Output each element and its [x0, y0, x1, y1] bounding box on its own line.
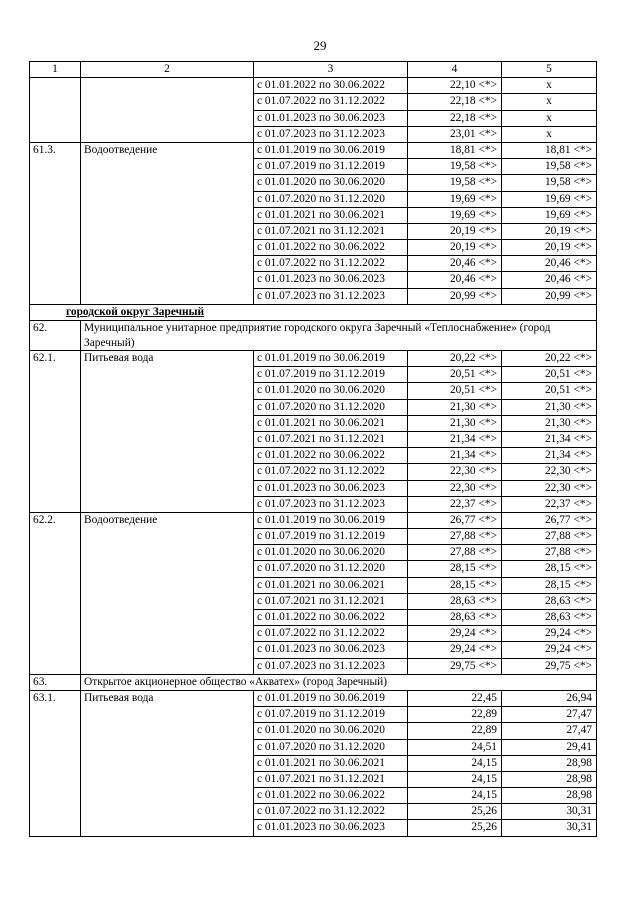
table-row	[30, 367, 597, 383]
item-number: 62.1.	[30, 351, 81, 367]
table-row	[30, 159, 597, 175]
item-number	[30, 415, 81, 431]
tariff-value-col5: 22,37 <*>	[502, 496, 597, 512]
table-row	[30, 755, 597, 771]
table-row	[30, 240, 597, 256]
tariff-value-col5: 29,24 <*>	[502, 642, 597, 658]
item-number	[30, 78, 81, 94]
period-cell: с 01.01.2022 по 30.06.2022	[254, 788, 408, 804]
period-cell: с 01.01.2019 по 30.06.2019	[254, 142, 408, 158]
tariff-value-col4: 19,58 <*>	[408, 159, 502, 175]
service-name	[81, 383, 254, 399]
period-cell: с 01.07.2019 по 31.12.2019	[254, 529, 408, 545]
table-row	[30, 723, 597, 739]
tariff-value-col4: 20,19 <*>	[408, 223, 502, 239]
tariff-value-col4: 29,24 <*>	[408, 626, 502, 642]
service-name	[81, 707, 254, 723]
table-header-row	[30, 62, 597, 78]
tariff-value-col5: 27,47	[502, 707, 597, 723]
period-cell: с 01.01.2022 по 30.06.2022	[254, 240, 408, 256]
service-name	[81, 78, 254, 94]
tariff-value-col5: 22,30 <*>	[502, 464, 597, 480]
table-row	[30, 739, 597, 755]
period-cell: с 01.01.2022 по 30.06.2022	[254, 78, 408, 94]
period-cell: с 01.07.2021 по 31.12.2021	[254, 593, 408, 609]
period-cell: с 01.07.2021 по 31.12.2021	[254, 223, 408, 239]
tariff-value-col5: 20,51 <*>	[502, 367, 597, 383]
tariff-value-col4: 19,58 <*>	[408, 175, 502, 191]
tariff-value-col5: x	[502, 78, 597, 94]
tariff-value-col4: 20,99 <*>	[408, 288, 502, 304]
table-row	[30, 577, 597, 593]
organization-row	[30, 321, 597, 351]
item-number	[30, 367, 81, 383]
tariff-value-col4: 28,63 <*>	[408, 610, 502, 626]
service-name	[81, 110, 254, 126]
service-name: Питьевая вода	[81, 690, 254, 706]
period-cell: с 01.01.2023 по 30.06.2023	[254, 480, 408, 496]
service-name	[81, 223, 254, 239]
item-number	[30, 496, 81, 512]
tariff-value-col4: 28,15 <*>	[408, 561, 502, 577]
tariff-value-col4: 22,30 <*>	[408, 480, 502, 496]
table-row	[30, 399, 597, 415]
table-row	[30, 626, 597, 642]
tariff-value-col5: 21,30 <*>	[502, 399, 597, 415]
table-row	[30, 658, 597, 674]
tariff-value-col4: 22,18 <*>	[408, 94, 502, 110]
period-cell: с 01.01.2019 по 30.06.2019	[254, 690, 408, 706]
service-name	[81, 755, 254, 771]
tariff-value-col5: 20,46 <*>	[502, 256, 597, 272]
table-row	[30, 496, 597, 512]
service-name	[81, 529, 254, 545]
tariff-value-col4: 21,34 <*>	[408, 431, 502, 447]
tariff-value-col5: 26,94	[502, 690, 597, 706]
service-name	[81, 367, 254, 383]
table-row	[30, 593, 597, 609]
tariff-value-col4: 29,75 <*>	[408, 658, 502, 674]
tariff-value-col4: 28,15 <*>	[408, 577, 502, 593]
tariff-value-col5: 30,31	[502, 804, 597, 820]
period-cell: с 01.07.2021 по 31.12.2021	[254, 431, 408, 447]
table-row	[30, 529, 597, 545]
item-number	[30, 480, 81, 496]
item-number	[30, 642, 81, 658]
period-cell: с 01.01.2022 по 30.06.2022	[254, 610, 408, 626]
item-number	[30, 240, 81, 256]
item-number: 63.1.	[30, 690, 81, 706]
table-row	[30, 788, 597, 804]
table-row	[30, 820, 597, 836]
table-row	[30, 561, 597, 577]
item-number	[30, 658, 81, 674]
tariff-value-col5: 22,30 <*>	[502, 480, 597, 496]
service-name	[81, 240, 254, 256]
period-cell: с 01.01.2021 по 30.06.2021	[254, 755, 408, 771]
tariff-value-col5: 29,75 <*>	[502, 658, 597, 674]
section-row	[30, 304, 597, 320]
column-header: 4	[408, 62, 502, 78]
period-cell: с 01.01.2023 по 30.06.2023	[254, 110, 408, 126]
table-row	[30, 207, 597, 223]
column-header: 2	[81, 62, 254, 78]
tariff-value-col4: 19,69 <*>	[408, 191, 502, 207]
service-name	[81, 480, 254, 496]
table-row	[30, 78, 597, 94]
period-cell: с 01.07.2020 по 31.12.2020	[254, 399, 408, 415]
table-row	[30, 142, 597, 158]
period-cell: с 01.07.2019 по 31.12.2019	[254, 367, 408, 383]
item-number	[30, 207, 81, 223]
tariff-value-col4: 24,15	[408, 771, 502, 787]
service-name	[81, 739, 254, 755]
organization-name: Открытое акционерное общество «Акватех» (город Заречный)	[81, 674, 597, 690]
tariff-value-col4: 22,45	[408, 690, 502, 706]
tariff-value-col4: 26,77 <*>	[408, 512, 502, 528]
tariff-value-col4: 22,18 <*>	[408, 110, 502, 126]
tariff-value-col5: 29,24 <*>	[502, 626, 597, 642]
tariff-value-col5: 20,19 <*>	[502, 240, 597, 256]
period-cell: с 01.01.2020 по 30.06.2020	[254, 383, 408, 399]
service-name	[81, 561, 254, 577]
table-row	[30, 415, 597, 431]
tariff-value-col5: 21,34 <*>	[502, 448, 597, 464]
tariff-value-col5: 21,34 <*>	[502, 431, 597, 447]
item-number	[30, 223, 81, 239]
tariff-value-col5: 28,98	[502, 771, 597, 787]
service-name	[81, 658, 254, 674]
tariff-value-col4: 20,51 <*>	[408, 383, 502, 399]
tariff-value-col4: 25,26	[408, 820, 502, 836]
column-header: 5	[502, 62, 597, 78]
service-name	[81, 415, 254, 431]
service-name	[81, 788, 254, 804]
item-number	[30, 383, 81, 399]
tariff-value-col4: 24,15	[408, 788, 502, 804]
item-number	[30, 707, 81, 723]
tariff-value-col5: 20,99 <*>	[502, 288, 597, 304]
service-name	[81, 399, 254, 415]
tariff-value-col4: 24,51	[408, 739, 502, 755]
service-name	[81, 577, 254, 593]
service-name	[81, 496, 254, 512]
period-cell: с 01.07.2023 по 31.12.2023	[254, 288, 408, 304]
table-row	[30, 464, 597, 480]
period-cell: с 01.01.2023 по 30.06.2023	[254, 272, 408, 288]
item-number	[30, 464, 81, 480]
service-name	[81, 207, 254, 223]
tariff-value-col5: 28,98	[502, 755, 597, 771]
period-cell: с 01.01.2022 по 30.06.2022	[254, 448, 408, 464]
organization-row	[30, 674, 597, 690]
item-number	[30, 820, 81, 836]
table-row	[30, 223, 597, 239]
organization-name: Муниципальное унитарное предприятие городского округа Заречный «Теплоснабжение» (город Заречный)	[81, 321, 597, 351]
period-cell: с 01.01.2023 по 30.06.2023	[254, 820, 408, 836]
period-cell: с 01.07.2020 по 31.12.2020	[254, 191, 408, 207]
tariff-value-col4: 20,46 <*>	[408, 256, 502, 272]
tariff-value-col4: 27,88 <*>	[408, 545, 502, 561]
tariff-value-col5: 26,77 <*>	[502, 512, 597, 528]
item-number	[30, 159, 81, 175]
tariff-value-col5: x	[502, 110, 597, 126]
period-cell: с 01.07.2021 по 31.12.2021	[254, 771, 408, 787]
item-number	[30, 545, 81, 561]
service-name: Водоотведение	[81, 142, 254, 158]
tariff-value-col4: 21,30 <*>	[408, 399, 502, 415]
table-row	[30, 690, 597, 706]
tariff-value-col4: 25,26	[408, 804, 502, 820]
service-name	[81, 175, 254, 191]
service-name	[81, 626, 254, 642]
tariff-value-col5: 20,51 <*>	[502, 383, 597, 399]
item-number: 61.3.	[30, 142, 81, 158]
tariff-value-col4: 18,81 <*>	[408, 142, 502, 158]
item-number	[30, 626, 81, 642]
tariff-value-col4: 22,89	[408, 707, 502, 723]
tariff-value-col4: 29,24 <*>	[408, 642, 502, 658]
service-name	[81, 448, 254, 464]
item-number	[30, 256, 81, 272]
service-name	[81, 431, 254, 447]
tariff-value-col5: x	[502, 94, 597, 110]
table-row	[30, 191, 597, 207]
table-row	[30, 110, 597, 126]
item-number	[30, 191, 81, 207]
item-number	[30, 577, 81, 593]
tariff-value-col5: 19,69 <*>	[502, 191, 597, 207]
table-row	[30, 351, 597, 367]
period-cell: с 01.01.2021 по 30.06.2021	[254, 207, 408, 223]
item-number	[30, 610, 81, 626]
service-name	[81, 288, 254, 304]
tariff-value-col4: 19,69 <*>	[408, 207, 502, 223]
period-cell: с 01.01.2023 по 30.06.2023	[254, 642, 408, 658]
service-name	[81, 545, 254, 561]
table-row	[30, 431, 597, 447]
period-cell: с 01.07.2020 по 31.12.2020	[254, 561, 408, 577]
column-header: 3	[254, 62, 408, 78]
tariff-value-col4: 23,01 <*>	[408, 126, 502, 142]
tariff-value-col4: 27,88 <*>	[408, 529, 502, 545]
table-row	[30, 642, 597, 658]
service-name	[81, 272, 254, 288]
item-number: 62.2.	[30, 512, 81, 528]
period-cell: с 01.01.2019 по 30.06.2019	[254, 351, 408, 367]
service-name	[81, 159, 254, 175]
tariff-value-col5: 20,19 <*>	[502, 223, 597, 239]
section-title: городской округ Заречный	[30, 304, 597, 320]
table-row	[30, 512, 597, 528]
table-row	[30, 126, 597, 142]
tariff-value-col5: 28,63 <*>	[502, 610, 597, 626]
tariff-value-col4: 22,30 <*>	[408, 464, 502, 480]
service-name	[81, 191, 254, 207]
item-number	[30, 529, 81, 545]
tariff-value-col5: 19,69 <*>	[502, 207, 597, 223]
service-name	[81, 804, 254, 820]
service-name	[81, 464, 254, 480]
item-number	[30, 723, 81, 739]
period-cell: с 01.07.2023 по 31.12.2023	[254, 658, 408, 674]
service-name	[81, 593, 254, 609]
service-name: Водоотведение	[81, 512, 254, 528]
item-number	[30, 739, 81, 755]
item-number	[30, 755, 81, 771]
tariff-value-col4: 22,89	[408, 723, 502, 739]
tariff-value-col5: x	[502, 126, 597, 142]
service-name	[81, 126, 254, 142]
column-header: 1	[30, 62, 81, 78]
table-row	[30, 771, 597, 787]
period-cell: с 01.07.2023 по 31.12.2023	[254, 126, 408, 142]
tariff-value-col4: 21,34 <*>	[408, 448, 502, 464]
tariff-value-col5: 28,15 <*>	[502, 561, 597, 577]
table-row	[30, 175, 597, 191]
tariff-value-col5: 20,46 <*>	[502, 272, 597, 288]
table-row	[30, 804, 597, 820]
item-number	[30, 288, 81, 304]
tariff-value-col4: 20,46 <*>	[408, 272, 502, 288]
item-number	[30, 110, 81, 126]
tariff-value-col4: 20,22 <*>	[408, 351, 502, 367]
period-cell: с 01.07.2022 по 31.12.2022	[254, 94, 408, 110]
tariff-value-col5: 27,47	[502, 723, 597, 739]
service-name	[81, 771, 254, 787]
tariff-value-col5: 28,98	[502, 788, 597, 804]
page-number: 29	[313, 38, 327, 53]
tariff-value-col4: 24,15	[408, 755, 502, 771]
tariff-value-col4: 28,63 <*>	[408, 593, 502, 609]
item-number	[30, 126, 81, 142]
tariff-value-col4: 22,10 <*>	[408, 78, 502, 94]
service-name	[81, 642, 254, 658]
item-number	[30, 804, 81, 820]
tariff-value-col5: 28,63 <*>	[502, 593, 597, 609]
item-number	[30, 448, 81, 464]
tariff-value-col4: 20,19 <*>	[408, 240, 502, 256]
period-cell: с 01.01.2020 по 30.06.2020	[254, 545, 408, 561]
table-row	[30, 94, 597, 110]
tariff-value-col5: 27,88 <*>	[502, 529, 597, 545]
period-cell: с 01.07.2019 по 31.12.2019	[254, 707, 408, 723]
tariff-table	[29, 61, 597, 837]
period-cell: с 01.07.2022 по 31.12.2022	[254, 804, 408, 820]
period-cell: с 01.01.2020 по 30.06.2020	[254, 723, 408, 739]
item-number	[30, 399, 81, 415]
service-name	[81, 820, 254, 836]
item-number	[30, 94, 81, 110]
service-name	[81, 256, 254, 272]
period-cell: с 01.01.2021 по 30.06.2021	[254, 577, 408, 593]
tariff-value-col5: 27,88 <*>	[502, 545, 597, 561]
tariff-value-col5: 30,31	[502, 820, 597, 836]
tariff-value-col4: 20,51 <*>	[408, 367, 502, 383]
tariff-value-col5: 19,58 <*>	[502, 175, 597, 191]
table-row	[30, 707, 597, 723]
service-name: Питьевая вода	[81, 351, 254, 367]
item-number	[30, 272, 81, 288]
period-cell: с 01.07.2019 по 31.12.2019	[254, 159, 408, 175]
table-row	[30, 383, 597, 399]
table-row	[30, 448, 597, 464]
item-number	[30, 561, 81, 577]
period-cell: с 01.07.2020 по 31.12.2020	[254, 739, 408, 755]
period-cell: с 01.07.2022 по 31.12.2022	[254, 626, 408, 642]
period-cell: с 01.01.2019 по 30.06.2019	[254, 512, 408, 528]
period-cell: с 01.07.2022 по 31.12.2022	[254, 256, 408, 272]
table-row	[30, 480, 597, 496]
service-name	[81, 723, 254, 739]
item-number	[30, 788, 81, 804]
tariff-value-col4: 22,37 <*>	[408, 496, 502, 512]
item-number	[30, 593, 81, 609]
table-row	[30, 288, 597, 304]
item-number	[30, 175, 81, 191]
period-cell: с 01.07.2022 по 31.12.2022	[254, 464, 408, 480]
item-number: 63.	[30, 674, 81, 690]
service-name	[81, 94, 254, 110]
tariff-value-col5: 18,81 <*>	[502, 142, 597, 158]
tariff-value-col5: 21,30 <*>	[502, 415, 597, 431]
tariff-value-col5: 20,22 <*>	[502, 351, 597, 367]
item-number	[30, 771, 81, 787]
period-cell: с 01.01.2020 по 30.06.2020	[254, 175, 408, 191]
tariff-value-col4: 21,30 <*>	[408, 415, 502, 431]
service-name	[81, 610, 254, 626]
table-row	[30, 610, 597, 626]
tariff-value-col5: 19,58 <*>	[502, 159, 597, 175]
table-row	[30, 272, 597, 288]
tariff-value-col5: 29,41	[502, 739, 597, 755]
item-number: 62.	[30, 321, 81, 351]
table-row	[30, 256, 597, 272]
item-number	[30, 431, 81, 447]
period-cell: с 01.01.2021 по 30.06.2021	[254, 415, 408, 431]
period-cell: с 01.07.2023 по 31.12.2023	[254, 496, 408, 512]
tariff-value-col5: 28,15 <*>	[502, 577, 597, 593]
table-row	[30, 545, 597, 561]
